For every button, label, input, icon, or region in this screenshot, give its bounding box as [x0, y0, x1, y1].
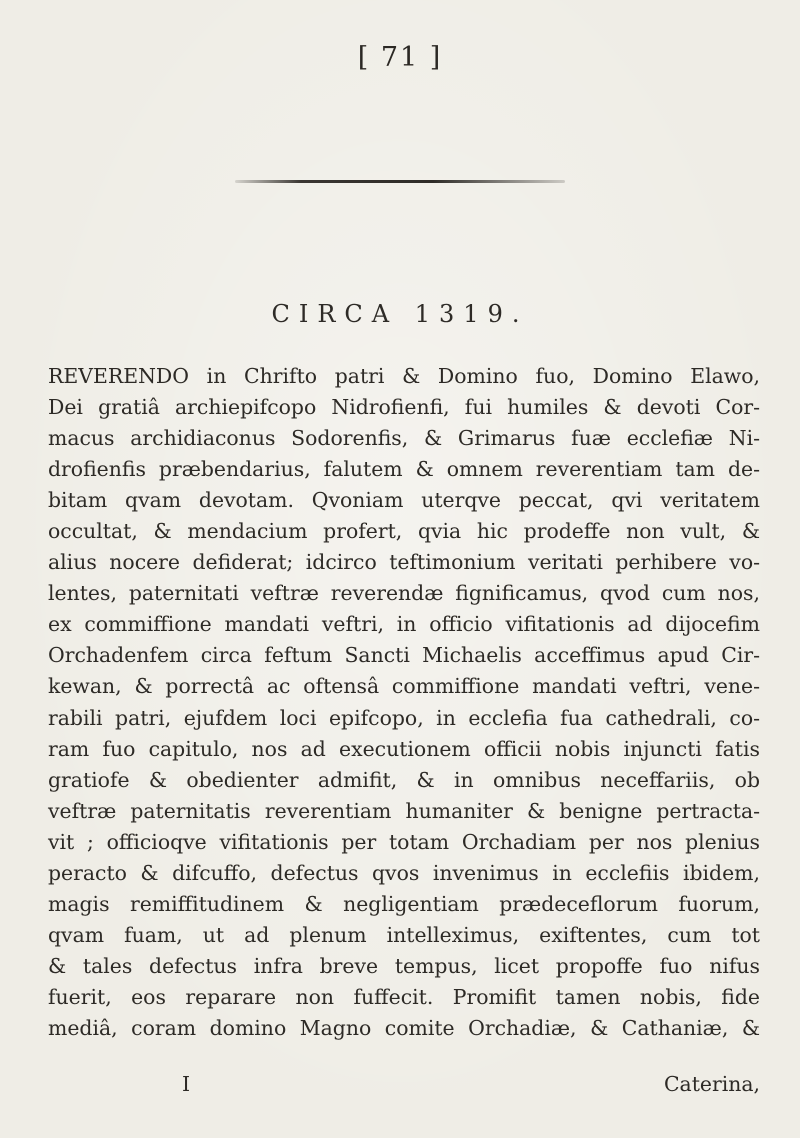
text-line: bitam qvam devotam. Qvoniam uterqve peccat, qvi veritatem	[48, 488, 760, 513]
text-line: Dei gratiâ archiepifcopo Nidrofienfi, fui humiles & devoti Cor-	[48, 395, 760, 420]
text-line: mediâ, coram domino Magno comite Orchadiæ, & Cathaniæ, &	[48, 1015, 760, 1040]
text-line: alius nocere defiderat; idcirco teftimonium veritati perhibere vo-	[48, 550, 760, 575]
text-line: peracto & difcuffo, defectus qvos invenimus in ecclefiis ibidem,	[48, 860, 760, 885]
text-line: Orchadenfem circa feftum Sancti Michaelis acceffimus apud Cir-	[48, 643, 760, 668]
text-line: qvam fuam, ut ad plenum intelleximus, exiftentes, cum tot	[48, 922, 760, 947]
ornamental-rule	[235, 180, 565, 183]
text-line: macus archidiaconus Sodorenfis, & Grimarus fuæ ecclefiæ Ni-	[48, 426, 760, 451]
page-heading: CIRCA 1319.	[271, 300, 529, 328]
text-line: & tales defectus infra breve tempus, licet propoffe fuo nifus	[48, 953, 760, 978]
text-line: vit ; officioqve vifitationis per totam Orchadiam per nos plenius	[48, 829, 760, 854]
text-line: veftræ paternitatis reverentiam humaniter & benigne pertracta-	[48, 798, 760, 823]
text-line: magis remiffitudinem & negligentiam prædeceflorum fuorum,	[48, 891, 760, 916]
text-line: rabili patri, ejufdem loci epifcopo, in ecclefia fua cathedrali, co-	[48, 705, 760, 730]
page-footer	[48, 1072, 760, 1104]
signature-mark: I	[182, 1072, 191, 1096]
page-number: [ 71 ]	[357, 42, 443, 73]
text-line: drofienfis præbendarius, falutem & omnem reverentiam tam de-	[48, 457, 760, 482]
text-line: REVERENDO in Chrifto patri & Domino fuo, Domino Elawo,	[48, 364, 760, 388]
text-line: ram fuo capitulo, nos ad executionem officii nobis injuncti fatis	[48, 736, 760, 761]
text-line: ex commiffione mandati veftri, in officio vifitationis ad dijocefim	[48, 612, 760, 637]
text-line: kewan, & porrectâ ac oftensâ commiffione mandati veftri, vene-	[48, 674, 760, 699]
catchword: Caterina,	[663, 1072, 760, 1096]
text-line: lentes, paternitati veftræ reverendæ fignificamus, qvod cum nos,	[48, 581, 760, 606]
text-line: fuerit, eos reparare non fuffecit. Promifit tamen nobis, fide	[48, 984, 760, 1009]
text-line: occultat, & mendacium profert, qvia hic prodeffe non vult, &	[48, 519, 760, 544]
letter-text	[48, 361, 760, 1044]
text-line: gratiofe & obedienter admifit, & in omnibus neceffariis, ob	[48, 767, 760, 792]
